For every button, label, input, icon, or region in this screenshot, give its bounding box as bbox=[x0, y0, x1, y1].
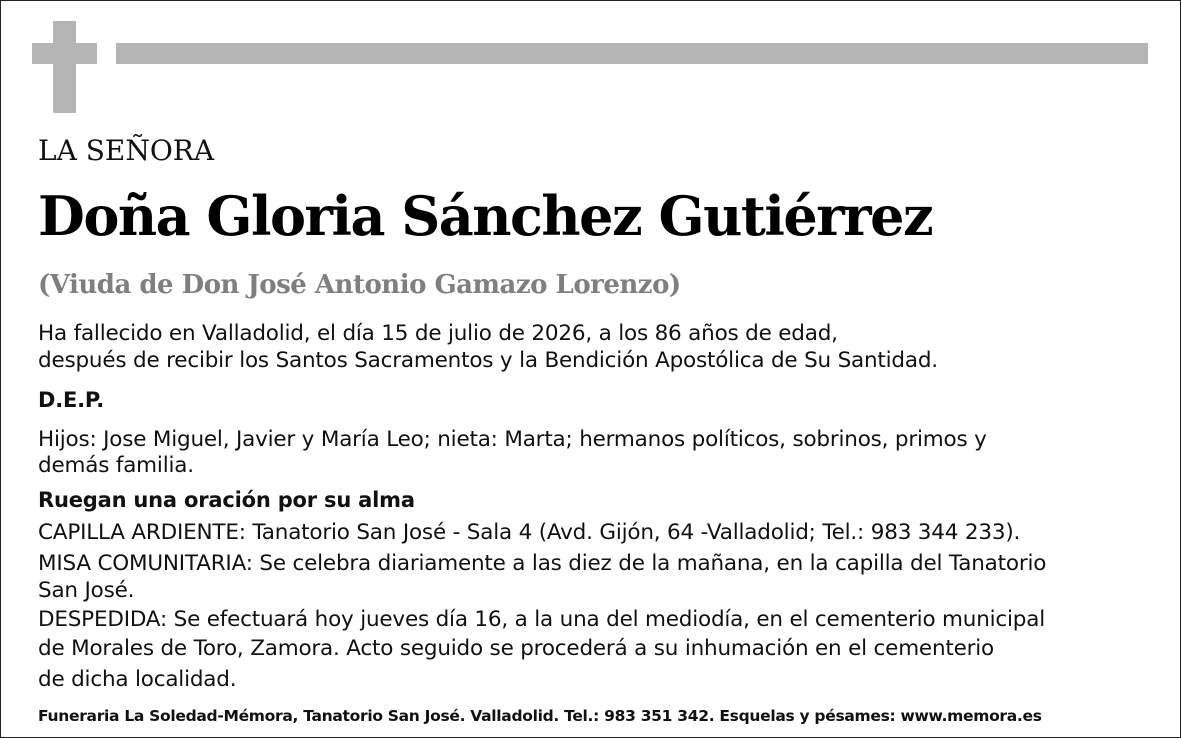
deceased-name: Doña Gloria Sánchez Gutiérrez bbox=[38, 184, 933, 248]
detail-line: de dicha localidad. bbox=[38, 667, 237, 692]
header-rule bbox=[116, 43, 1148, 64]
detail-line: DESPEDIDA: Se efectuará hoy jueves día 16, a la una del mediodía, en el cementerio municipal bbox=[38, 607, 1045, 632]
announcement-line: después de recibir los Santos Sacramentos y la Bendición Apostólica de Su Santidad. bbox=[38, 348, 938, 373]
detail-line: de Morales de Toro, Zamora. Acto seguido se procederá a su inhumación en el cementerio bbox=[38, 636, 995, 661]
cross-horizontal-bar bbox=[32, 43, 97, 64]
detail-line: CAPILLA ARDIENTE: Tanatorio San José - Sala 4 (Avd. Gijón, 64 -Valladolid; Tel.: 983 344 233). bbox=[38, 520, 1021, 545]
cross-vertical-bar bbox=[53, 21, 76, 113]
widow-line: (Viuda de Don José Antonio Gamazo Lorenzo) bbox=[38, 270, 681, 300]
funeral-home-footer: Funeraria La Soledad-Mémora, Tanatorio San José. Valladolid. Tel.: 983 351 342. Esquelas y pésames: www.memora.es bbox=[38, 707, 1042, 725]
family-line: demás familia. bbox=[38, 453, 194, 478]
prayer-request: Ruegan una oración por su alma bbox=[38, 488, 415, 512]
announcement-line: Ha fallecido en Valladolid, el día 15 de julio de 2026, a los 86 años de edad, bbox=[38, 321, 838, 346]
family-line: Hijos: Jose Miguel, Javier y María Leo; nieta: Marta; hermanos políticos, sobrinos, primos y bbox=[38, 427, 987, 452]
honorific-prefix: LA SEÑORA bbox=[38, 134, 215, 167]
detail-line: San José. bbox=[38, 578, 135, 603]
detail-line: MISA COMUNITARIA: Se celebra diariamente a las diez de la mañana, en la capilla del Tanatorio bbox=[38, 551, 1047, 576]
rip-label: D.E.P. bbox=[38, 388, 105, 412]
